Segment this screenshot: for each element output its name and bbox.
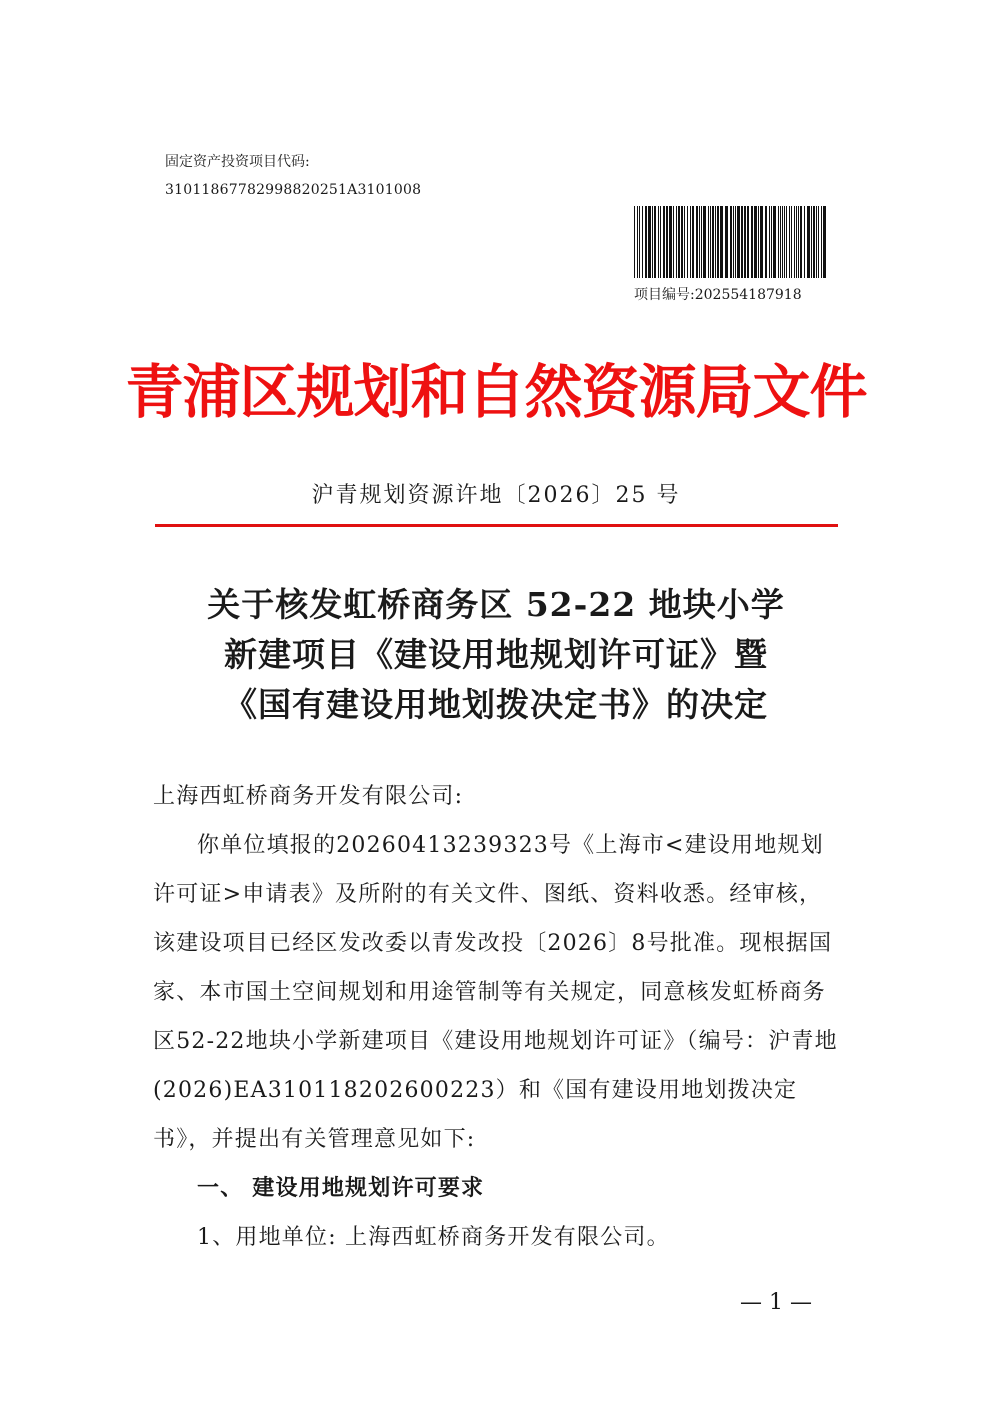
investment-code: 31011867782998820251A3101008	[165, 182, 422, 198]
investment-code-label: 固定资产投资项目代码:	[165, 154, 310, 170]
project-number-value: 202554187918	[694, 287, 802, 303]
salutation: 上海西虹桥商务开发有限公司:	[153, 784, 464, 809]
agency-title: 青浦区规划和自然资源局文件	[125, 358, 867, 426]
red-divider	[155, 524, 838, 527]
document-title-line-2: 新建项目《建设用地规划许可证》暨	[224, 635, 768, 674]
document-title-line-3: 《国有建设用地划拨决定书》的决定	[224, 685, 768, 724]
barcode-image	[634, 206, 827, 278]
document-title	[0, 580, 992, 730]
page-number: — 1 —	[740, 1290, 812, 1315]
project-number	[634, 285, 802, 305]
body-paragraph: 你单位填报的20260413239323号《上海市<建设用地规划许可证>申请表》及所附的有关文件、图纸、资料收悉。经审核，该建设项目已经区发改委以青发改投〔2026〕8号批准。现根据国家、本市国土空间规划和用途管制等有关规定，同意核发虹桥商务区52-22地块小学新建项目《建设用地规划许可证》（编号：沪青地(2026)EA310118202600223）和《国有建设用地划拨决定书》，并提出有关管理意见如下:	[153, 833, 838, 1152]
document-title-line-1: 关于核发虹桥商务区 52-22 地块小学	[207, 585, 785, 624]
project-number-label: 项目编号:	[634, 287, 695, 303]
section-heading: 一、 建设用地规划许可要求	[197, 1176, 485, 1201]
document-number: 沪青规划资源许地〔2026〕25 号	[311, 483, 681, 508]
list-item: 1、用地单位: 上海西虹桥商务开发有限公司。	[197, 1225, 670, 1250]
document-body	[153, 772, 843, 1262]
